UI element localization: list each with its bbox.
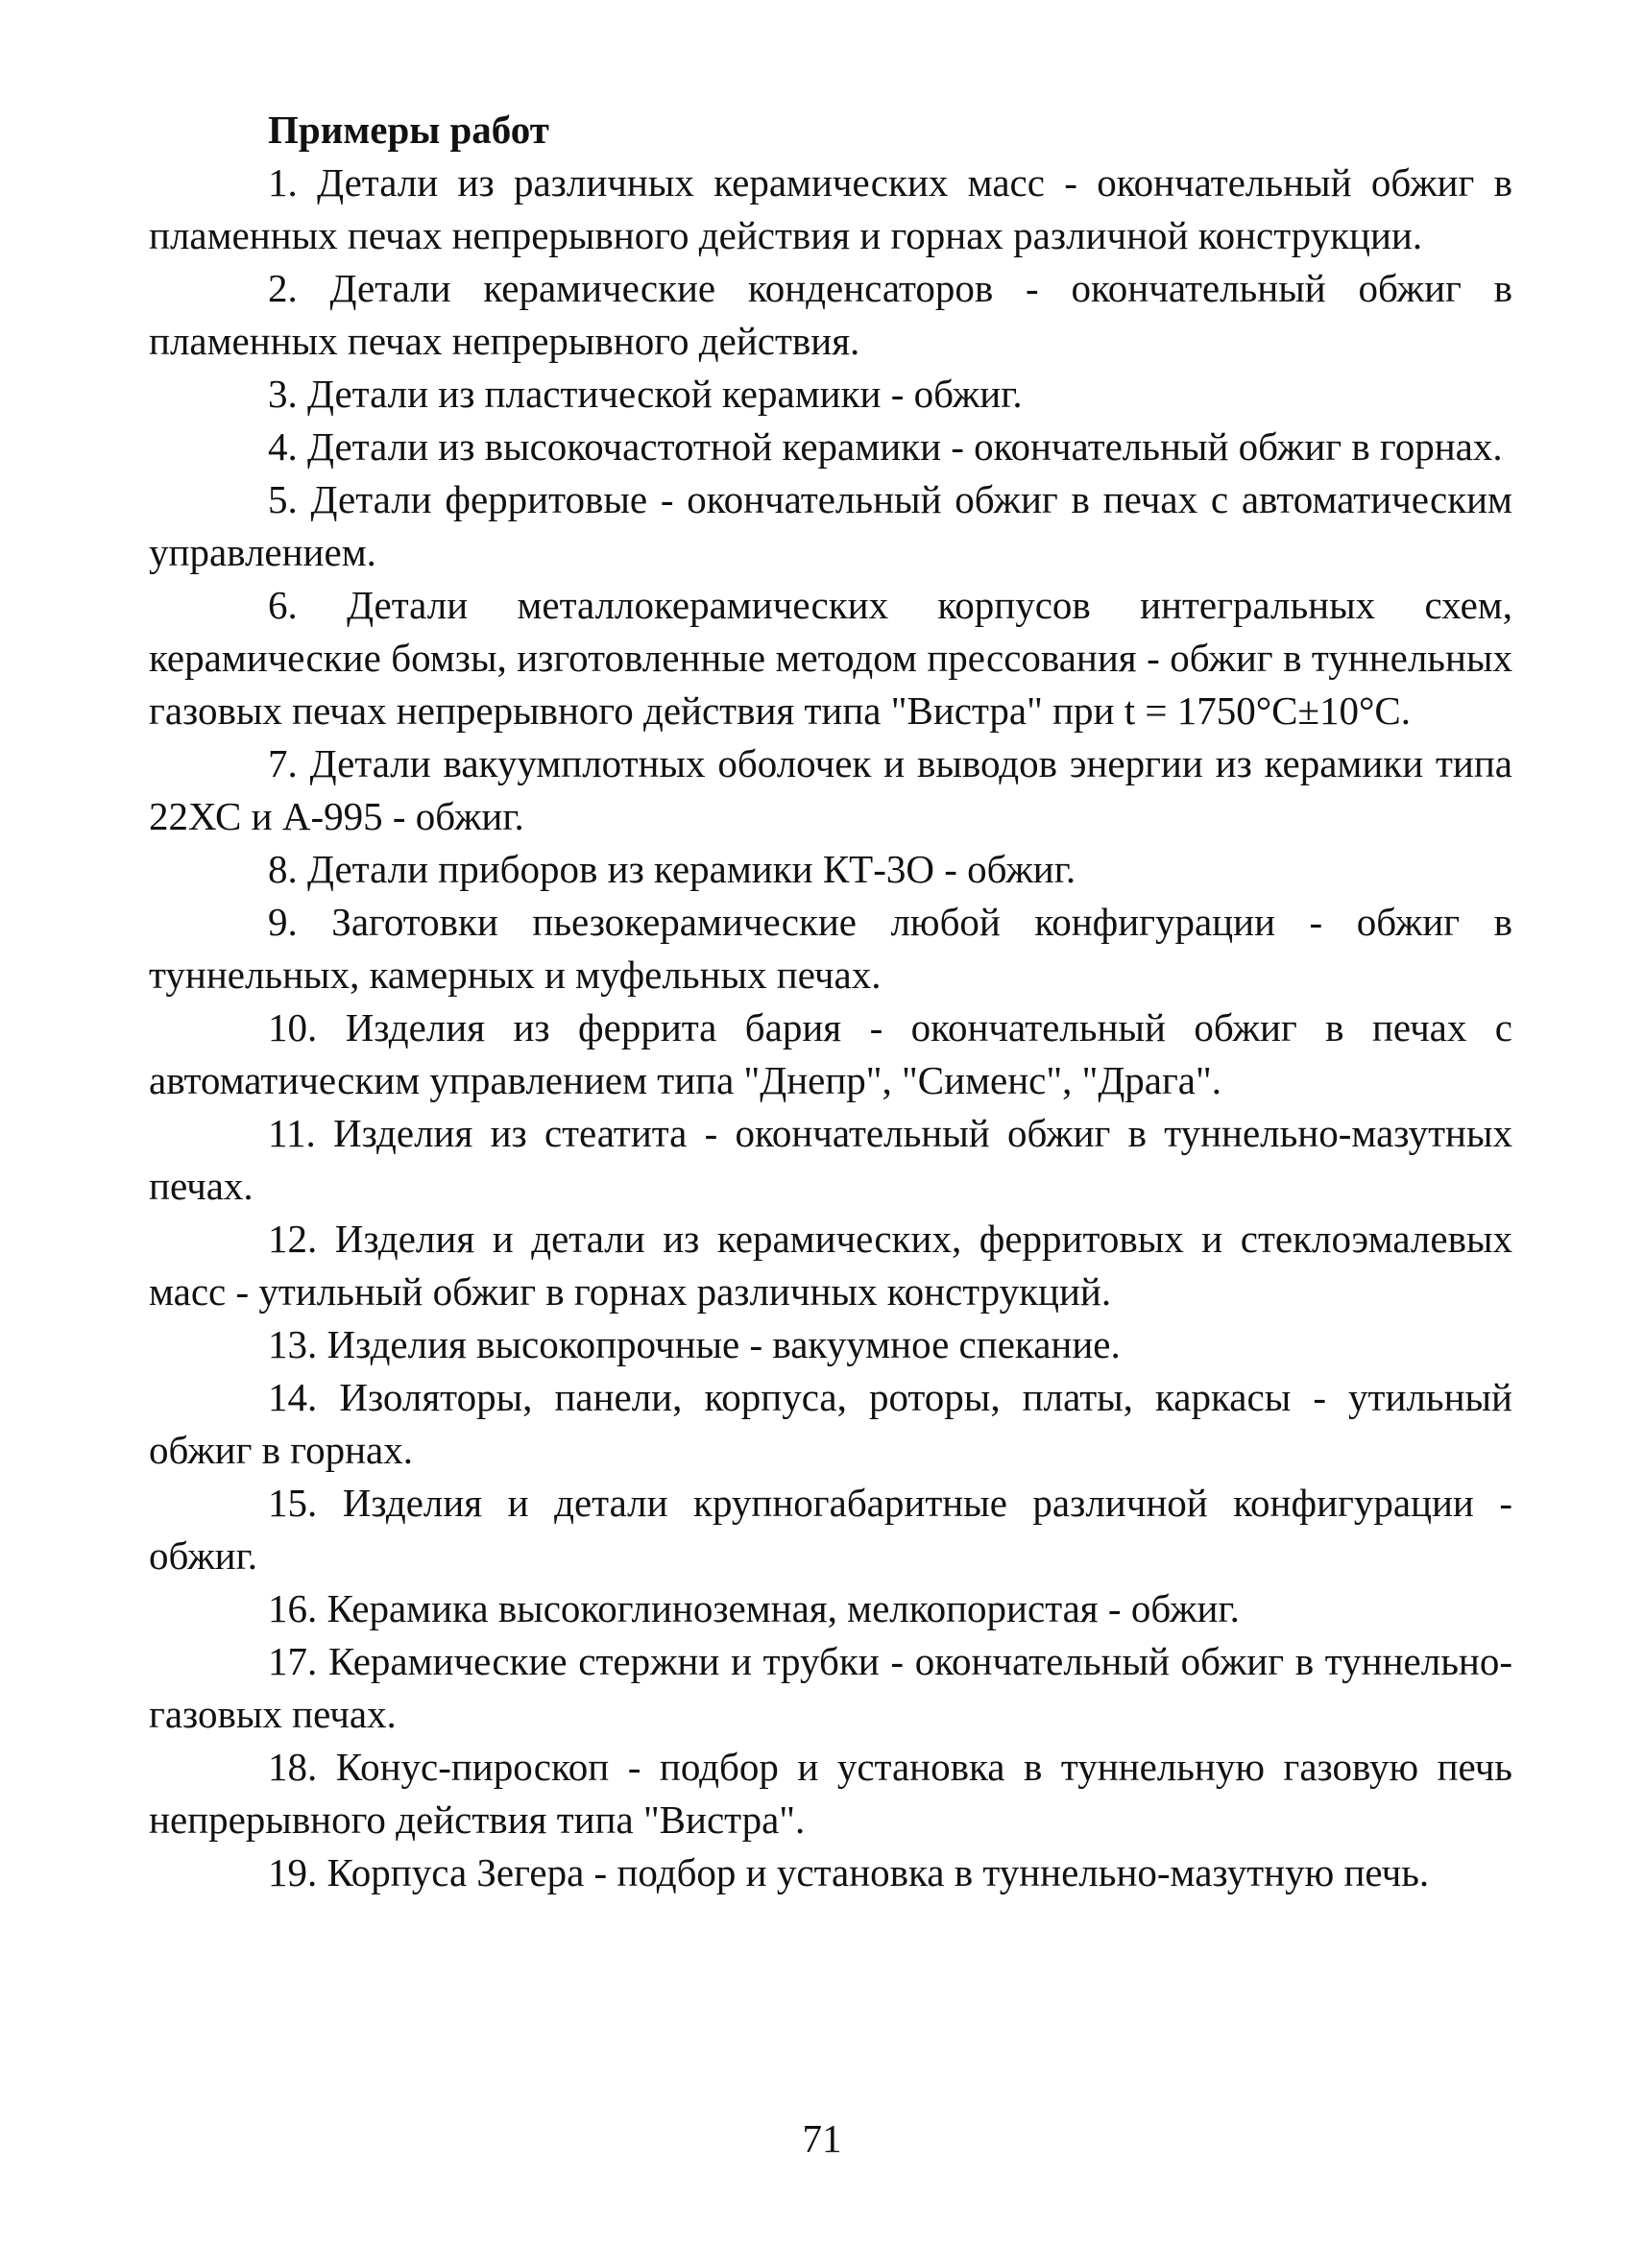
item-text: Конус-пироскоп - подбор и установка в туннельную газовую печь непрерывного действия типа "Вистра".: [149, 1745, 1513, 1842]
item-text: Изоляторы, панели, корпуса, роторы, платы, каркасы - утильный обжиг в горнах.: [149, 1375, 1512, 1472]
item-text: Заготовки пьезокерамические любой конфигурации - обжиг в туннельных, камерных и муфельных печах.: [149, 900, 1513, 997]
item-number: 2.: [268, 266, 298, 310]
item-number: 5.: [268, 477, 298, 521]
list-item: [149, 1371, 1512, 1477]
item-text: Изделия и детали из керамических, ферритовых и стеклоэмалевых масс - утильный обжиг в горнах различных конструкций.: [149, 1217, 1512, 1314]
examples-list: [149, 157, 1512, 1899]
section-heading: Примеры работ: [268, 108, 549, 152]
list-item: [149, 579, 1512, 737]
page-number: 71: [802, 2116, 842, 2160]
list-item: [149, 421, 1512, 473]
item-number: 3.: [268, 372, 298, 416]
list-item: [149, 1213, 1512, 1318]
list-item: [149, 896, 1512, 1001]
page-content: [149, 104, 1512, 1899]
item-number: 6.: [268, 583, 298, 627]
item-number: 12.: [268, 1217, 318, 1261]
list-item: [149, 843, 1512, 896]
item-text: Изделия и детали крупногабаритные различной конфигурации - обжиг.: [149, 1481, 1513, 1578]
item-text: Детали металлокерамических корпусов интегральных схем, керамические бомзы, изготовленные методом прессования - обжиг в туннельных газовых печах непрерывного действия типа "Вистра" при t = 1750°C±10°C.: [149, 583, 1513, 733]
item-text: Детали ферритовые - окончательный обжиг в печах с автоматическим управлением.: [149, 477, 1512, 574]
list-item: [149, 1318, 1512, 1371]
item-text: Детали приборов из керамики КТ-3О - обжиг.: [307, 847, 1076, 891]
list-item: [149, 1846, 1512, 1899]
list-item: [149, 1001, 1512, 1107]
list-item: [149, 157, 1512, 262]
list-item: [149, 737, 1512, 843]
item-text: Изделия из стеатита - окончательный обжиг в туннельно-мазутных печах.: [149, 1111, 1513, 1208]
item-number: 16.: [268, 1586, 318, 1630]
item-number: 14.: [268, 1375, 318, 1419]
list-item: [149, 368, 1512, 421]
item-number: 4.: [268, 424, 298, 469]
item-text: Детали из различных керамических масс - окончательный обжиг в пламенных печах непрерывного действия и горнах различной конструкции.: [149, 160, 1512, 257]
item-number: 11.: [268, 1111, 316, 1155]
list-item: [149, 1107, 1512, 1213]
item-text: Детали керамические конденсаторов - окончательный обжиг в пламенных печах непрерывного действия.: [149, 266, 1513, 363]
item-text: Детали вакуумплотных оболочек и выводов энергии из керамики типа 22ХС и А-995 - обжиг.: [149, 741, 1513, 838]
item-text: Детали из высокочастотной керамики - окончательный обжиг в горнах.: [307, 424, 1503, 469]
item-number: 1.: [268, 160, 298, 205]
item-number: 10.: [268, 1005, 318, 1050]
item-text: Керамика высокоглиноземная, мелкопористая - обжиг.: [326, 1586, 1240, 1630]
item-text: Изделия из феррита бария - окончательный обжиг в печах с автоматическим управлением типа "Днепр", "Сименс", "Драга".: [149, 1005, 1513, 1102]
item-number: 7.: [268, 741, 298, 785]
item-text: Детали из пластической керамики - обжиг.: [307, 372, 1023, 416]
item-number: 13.: [268, 1322, 318, 1366]
item-text: Керамические стержни и трубки - окончательный обжиг в туннельно-газовых печах.: [149, 1639, 1512, 1736]
list-item: [149, 473, 1512, 579]
item-text: Изделия высокопрочные - вакуумное спекание.: [326, 1322, 1121, 1366]
item-number: 15.: [268, 1481, 318, 1525]
item-number: 18.: [268, 1745, 318, 1789]
item-number: 19.: [268, 1850, 318, 1894]
list-item: [149, 1635, 1512, 1741]
item-text: Корпуса Зегера - подбор и установка в туннельно-мазутную печь.: [326, 1850, 1430, 1894]
list-item: [149, 262, 1512, 368]
list-item: [149, 1741, 1512, 1846]
item-number: 8.: [268, 847, 298, 891]
list-item: [149, 1477, 1512, 1582]
item-number: 9.: [268, 900, 298, 944]
list-item: [149, 1582, 1512, 1635]
item-number: 17.: [268, 1639, 318, 1683]
